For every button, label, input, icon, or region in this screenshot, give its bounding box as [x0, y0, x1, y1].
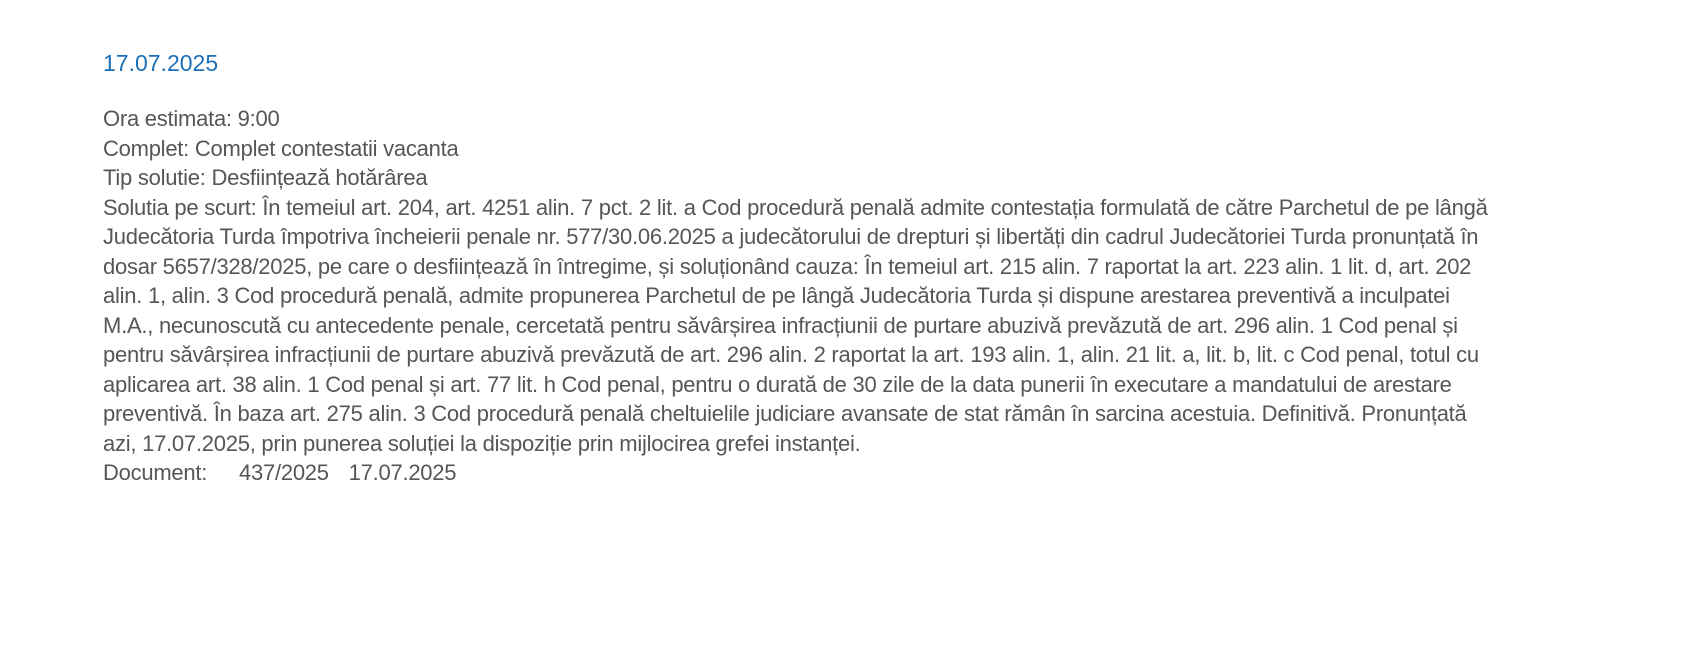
complet-value: Complet contestatii vacanta: [194, 135, 459, 161]
document-number: 437/2025: [239, 460, 329, 485]
complet-label: Complet:: [103, 135, 190, 161]
document-date: 17.07.2025: [348, 460, 457, 485]
hearing-details: [103, 104, 1491, 488]
field-tip-solutie: [103, 163, 1491, 193]
tip-solutie-value: Desființează hotărârea: [211, 165, 428, 190]
ora-estimata-label: Ora estimata:: [103, 106, 232, 131]
field-ora-estimata: [103, 104, 1491, 134]
field-document: [103, 458, 1491, 488]
solutia-pe-scurt-label: Solutia pe scurt:: [103, 194, 257, 220]
tip-solutie-label: Tip solutie:: [103, 165, 206, 190]
hearing-date-link[interactable]: 17.07.2025: [103, 50, 219, 76]
ora-estimata-value: 9:00: [237, 106, 280, 131]
field-complet: [103, 134, 1491, 164]
document-label: Document:: [103, 460, 208, 485]
field-solutia-pe-scurt: [103, 193, 1491, 459]
solutia-pe-scurt-value: În temeiul art. 204, art. 4251 alin. 7 pct. 2 lit. a Cod procedură penală admite contestația formulată de către Parchetul de pe lângă Judecătoria Turda împotriva încheierii penale nr. 577/30.06.2025 a judecătorului de drepturi și libertăți din cadrul Judecătoriei Turda pronunțată în dosar 5657/328/2025, pe care o desființează în întregime, și soluționând cauza: În temeiul art. 215 alin. 7 raportat la art. 223 alin. 1 lit. d, art. 202 alin. 1, alin. 3 Cod procedură penală, admite propunerea Parchetul de pe lângă Judecătoria Turda și dispune arestarea preventivă a inculpatei M.A., necunoscută cu antecedente penale, cercetată pentru săvârșirea infracțiunii de purtare abuzivă prevăzută de art. 296 alin. 1 Cod penal și pentru săvârșirea infracțiunii de purtare abuzivă prevăzută de art. 296 alin. 2 raportat la art. 193 alin. 1, alin. 21 lit. a, lit. b, lit. c Cod penal, totul cu aplicarea art. 38 alin. 1 Cod penal și art. 77 lit. h Cod penal, pentru o durată de 30 zile de la data punerii în executare a mandatului de arestare preventivă. În baza art. 275 alin. 3 Cod procedură penală cheltuielile judiciare avansate de stat rămân în sarcina acestuia. Definitivă. Pronunțată azi, 17.07.2025, prin punerea soluției la dispoziție prin mijlocirea grefei instanței.: [103, 194, 1488, 456]
